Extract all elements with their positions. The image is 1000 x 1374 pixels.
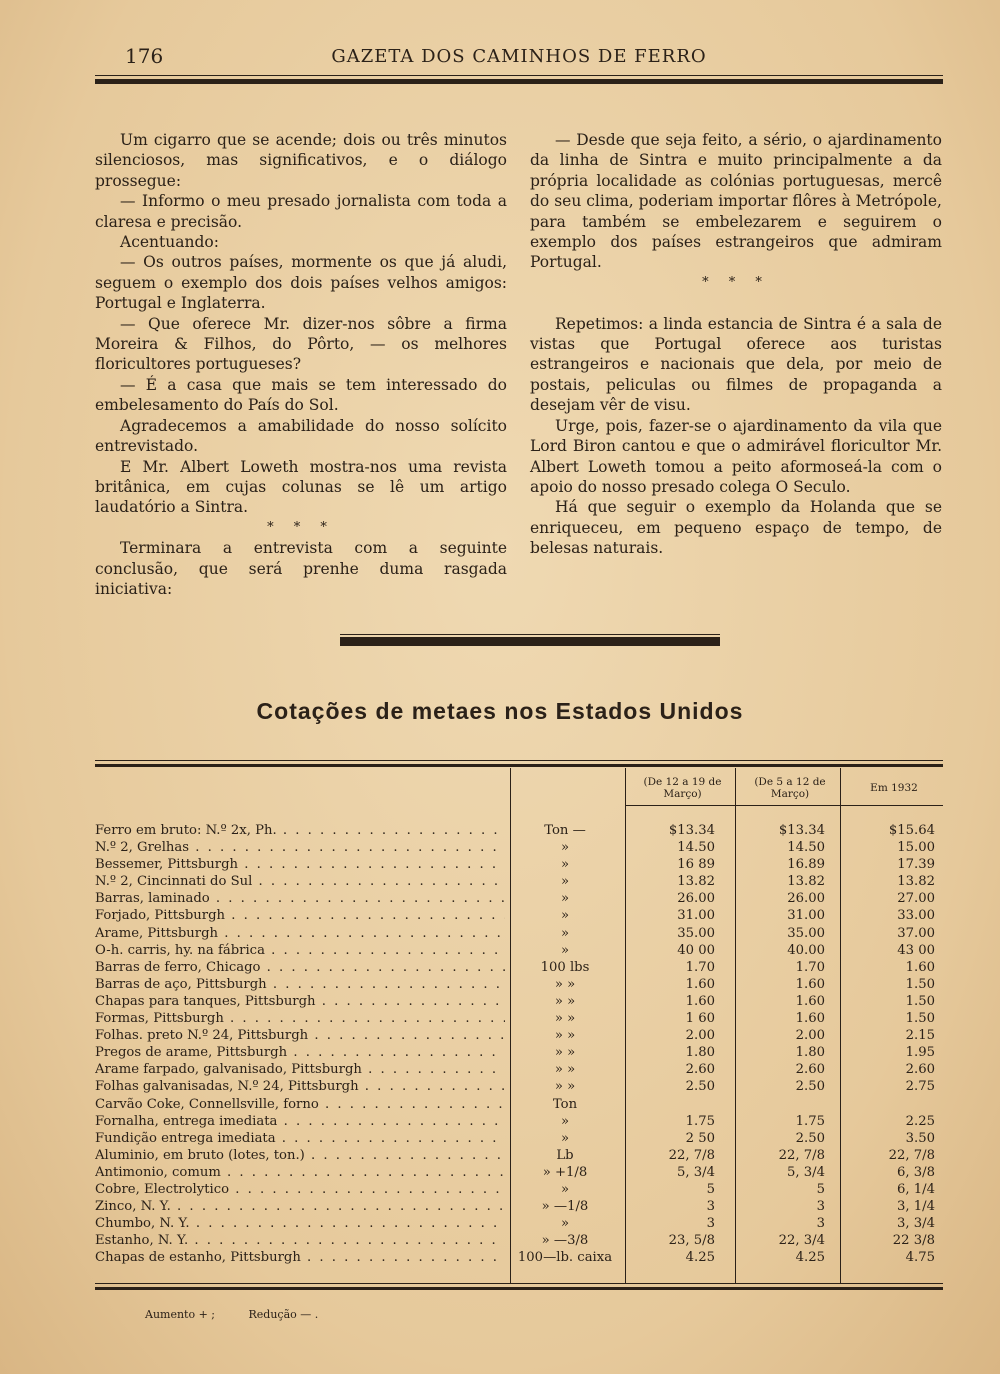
row-unit: » [560,1130,570,1146]
page-header [95,44,943,74]
row-value-week2: 4.25 [795,1250,825,1266]
row-unit: 100 lbs [540,959,590,975]
table-row [95,994,943,1011]
table-row [95,1216,943,1233]
row-unit: » » [554,1011,576,1027]
row-unit: » [560,840,570,856]
table-row [95,1011,943,1028]
row-item-label: O-h. carris, hy. na fábrica . . . [95,943,505,958]
row-value-week2: 5, 3/4 [787,1164,825,1180]
row-unit: » » [554,1062,576,1078]
row-value-week1: 1 60 [685,1011,715,1027]
row-value-week2: 1.60 [795,976,825,992]
row-value-week2: 13.82 [787,874,825,890]
row-value-week1: 13.82 [677,874,715,890]
row-value-week1: 2.50 [685,1079,715,1095]
table-row [95,874,943,891]
row-value-week1: 3 [706,1216,715,1232]
row-value-week1: 14.50 [677,840,715,856]
row-value-week2: 1.75 [795,1113,825,1129]
table-row [95,1165,943,1182]
row-value-1932: 3, 3/4 [897,1216,935,1232]
paragraph: E Mr. Albert Loweth mostra-nos uma revista britânica, em cujas colunas se lê um artigo laudatório a Sintra. [95,457,507,517]
row-value-week1: 4.25 [685,1250,715,1266]
row-unit: » » [554,993,576,1009]
table-row [95,823,943,840]
table-row [95,1148,943,1165]
row-value-1932: 1.95 [905,1045,935,1061]
row-unit: » —3/8 [541,1233,589,1249]
row-unit: » [560,857,570,873]
row-item-label: Chapas para tanques, Pittsburgh . . . [95,994,505,1009]
header-rule-thin [95,75,943,76]
table-row [95,1097,943,1114]
row-value-1932: 22, 7/8 [888,1147,935,1163]
row-value-1932: 3.50 [905,1130,935,1146]
row-value-1932: 1.50 [905,1011,935,1027]
row-unit: » [560,891,570,907]
row-value-week1: $13.34 [668,823,715,838]
row-unit: » —1/8 [541,1199,589,1215]
row-item-label: Forjado, Pittsburgh . . . [95,908,505,923]
row-value-week2: 16.89 [787,857,825,873]
table-row [95,840,943,857]
row-value-week2: 22, 3/4 [778,1233,825,1249]
row-value-week2: 3 [816,1216,825,1232]
table-bottom-rule-thick [95,1287,943,1290]
row-value-1932: 1.50 [905,993,935,1009]
table-row [95,943,943,960]
row-value-week1: 3 [706,1199,715,1215]
row-value-week1: 22, 7/8 [668,1147,715,1163]
row-value-week1: 26.00 [677,891,715,907]
table-row [95,1199,943,1216]
row-value-1932: 27.00 [897,891,935,907]
row-value-week1: 2 50 [685,1130,715,1146]
publication-title: GAZETA DOS CAMINHOS DE FERRO [331,46,707,67]
row-value-week2: 35.00 [787,925,825,941]
table-row [95,1114,943,1131]
row-value-week2: 1.70 [795,959,825,975]
row-item-label: N.º 2, Cincinnati do Sul . . . [95,874,505,889]
row-value-week1: 1.80 [685,1045,715,1061]
footnote-decrease: Redução — . [248,1308,319,1321]
table-row [95,1233,943,1250]
row-value-week1: 1.70 [685,959,715,975]
row-value-1932: 33.00 [897,908,935,924]
paragraph: Agradecemos a amabilidade do nosso solícito entrevistado. [95,416,507,456]
row-unit: » [560,942,570,958]
row-value-1932: 1.60 [905,959,935,975]
row-value-1932: 1.50 [905,976,935,992]
column-header: Em 1932 [870,782,918,794]
footnote-increase: Aumento + ; [145,1308,216,1321]
row-value-1932: 37.00 [897,925,935,941]
table-row [95,1079,943,1096]
table-row [95,857,943,874]
row-value-week2: 22, 7/8 [778,1147,825,1163]
row-item-label: Fornalha, entrega imediata . . . [95,1114,505,1129]
row-item-label: Folhas galvanisadas, N.º 24, Pittsburgh . . . [95,1079,505,1094]
paragraph: — Os outros países, mormente os que já aludi, seguem o exemplo dos dois países velhos amigos: Portugal e Inglaterra. [95,253,507,313]
table-row [95,891,943,908]
row-item-label: Fundição entrega imediata . . . [95,1131,505,1146]
row-value-1932: 6, 3/8 [897,1164,935,1180]
row-unit: » [560,1113,570,1129]
table-bottom-rule-thin [95,1283,943,1284]
paragraph: Um cigarro que se acende; dois ou três minutos silenciosos, mas significativos, e o diálogo prossegue: [95,131,507,190]
page-number: 176 [125,44,164,68]
row-item-label: Pregos de arame, Pittsburgh . . . [95,1045,505,1060]
row-item-label: Zinco, N. Y. . . . [95,1199,505,1214]
table-top-rule-thick [95,764,943,767]
row-value-1932: 22 3/8 [892,1233,935,1249]
table-top-rule-thin [95,760,943,761]
row-value-1932: 2.15 [905,1028,935,1044]
row-value-week2: 26.00 [787,891,825,907]
column-header: (De 5 a 12 de Março) [754,776,826,800]
row-value-1932: 4.75 [905,1250,935,1266]
row-unit: » [560,1181,570,1197]
row-item-label: Bessemer, Pittsburgh . . . [95,857,505,872]
row-value-week1: 5, 3/4 [677,1164,715,1180]
row-item-label: N.º 2, Grelhas . . . [95,840,505,855]
table-row [95,926,943,943]
row-value-week2: 3 [816,1199,825,1215]
row-value-week1: 1.60 [685,976,715,992]
section-separator-bar [340,637,720,646]
row-item-label: Arame, Pittsburgh . . . [95,926,505,941]
table-row [95,1028,943,1045]
row-unit: » [560,908,570,924]
row-value-week2: 1.80 [795,1045,825,1061]
row-item-label: Barras de aço, Pittsburgh . . . [95,977,505,992]
table-row [95,908,943,925]
row-value-1932: 6, 1/4 [897,1181,935,1197]
row-value-week1: 40 00 [677,942,715,958]
row-unit: » » [554,1045,576,1061]
row-value-week1: 1.60 [685,993,715,1009]
table-row [95,1062,943,1079]
row-item-label: Estanho, N. Y. . . . [95,1233,505,1248]
paragraph: Terminara a entrevista com a seguinte conclusão, que será prenhe duma rasgada iniciativa: [95,539,507,598]
paragraph: — Que oferece Mr. dizer-nos sôbre a firma Moreira & Filhos, do Pôrto, — os melhores floricultores portugueses? [95,314,507,374]
paragraph: — Informo o meu presado jornalista com toda a claresa e precisão. [95,192,507,231]
row-value-1932: 3, 1/4 [897,1199,935,1215]
row-value-week1: 1.75 [685,1113,715,1129]
paragraph: Urge, pois, fazer-se o ajardinamento da vila que Lord Biron cantou e que o admirável floricultor Mr. Albert Loweth tomou a peito aformoseá-la com o apoio do nosso presado colega O Seculo. [530,416,942,496]
row-value-week2: 2.50 [795,1079,825,1095]
prices-table [95,768,943,1283]
paragraph: Acentuando: [120,233,219,252]
row-unit: » [560,874,570,890]
row-value-week2: 2.00 [795,1028,825,1044]
row-value-week1: 31.00 [677,908,715,924]
row-unit: » [560,925,570,941]
row-item-label: Barras de ferro, Chicago . . . [95,960,505,975]
row-value-week2: 40.00 [787,942,825,958]
row-item-label: Chumbo, N. Y. . . . [95,1216,505,1231]
row-value-week1: 2.00 [685,1028,715,1044]
paragraph: — Desde que seja feito, a sério, o ajardinamento da linha de Sintra e muito principalmente a da própria localidade as colónias portuguesas, mercê do seu clima, poderiam importar flôres à Metrópole, para também se embelezarem e seguirem o exemplo dos países estrangeiros que admiram Portugal. [530,131,942,272]
row-value-1932: 2.25 [905,1113,935,1129]
row-item-label: Ferro em bruto: N.º 2x, Ph. . . . [95,823,505,838]
row-value-week2: 31.00 [787,908,825,924]
row-unit: Ton [552,1096,578,1112]
row-value-week1: 2.60 [685,1062,715,1078]
table-row [95,960,943,977]
row-unit: » » [554,976,576,992]
article-right-column [530,130,942,559]
row-value-1932: 2.75 [905,1079,935,1095]
row-item-label: Chapas de estanho, Pittsburgh . . . [95,1250,505,1265]
article-left-column [95,130,507,599]
row-item-label: Folhas. preto N.º 24, Pittsburgh . . . [95,1028,505,1043]
header-rule-thick [95,79,943,84]
row-value-1932: 13.82 [897,874,935,890]
row-value-week1: 35.00 [677,925,715,941]
table-row [95,1250,943,1267]
blank-line [530,293,942,313]
row-unit: » +1/8 [542,1164,588,1180]
row-value-week2: 5 [816,1181,825,1197]
table-row [95,1182,943,1199]
header-underline [625,805,943,806]
row-unit: » » [554,1028,576,1044]
row-value-1932: 17.39 [897,857,935,873]
column-header: (De 12 a 19 de Março) [643,776,722,800]
table-row [95,977,943,994]
table-body [95,823,943,1267]
section-stars: * * * [702,274,770,290]
row-value-week2: 2.60 [795,1062,825,1078]
row-unit: Ton — [544,823,586,838]
row-item-label: Carvão Coke, Connellsville, forno . . . [95,1097,505,1112]
row-unit: » » [554,1079,576,1095]
row-item-label: Antimonio, comum . . . [95,1165,505,1180]
paragraph: — É a casa que mais se tem interessado do embelesamento do País do Sol. [95,375,507,415]
footnote [145,1308,348,1321]
table-title: Cotações de metaes nos Estados Unidos [256,698,744,724]
row-value-week2: $13.34 [778,823,825,838]
row-value-1932: 2.60 [905,1062,935,1078]
row-unit: 100—lb. caixa [517,1250,613,1266]
row-item-label: Barras, laminado . . . [95,891,505,906]
row-unit: Lb [556,1147,574,1163]
row-value-week2: 1.60 [795,1011,825,1027]
paragraph: Há que seguir o exemplo da Holanda que se enriqueceu, em pequeno espaço de tempo, de belesas naturais. [530,498,942,558]
row-value-1932: $15.64 [888,823,935,838]
table-row [95,1045,943,1062]
row-item-label: Formas, Pittsburgh . . . [95,1011,505,1026]
row-item-label: Arame farpado, galvanisado, Pittsburgh . . . [95,1062,505,1077]
row-value-week2: 2.50 [795,1130,825,1146]
paragraph: Repetimos: a linda estancia de Sintra é a sala de vistas que Portugal oferece aos turistas estrangeiros e nacionais que dela, por meio de postais, peliculas ou filmes de propaganda a desejam vêr de visu. [530,314,942,415]
section-stars: * * * [267,519,335,535]
row-value-week1: 23, 5/8 [668,1233,715,1249]
row-value-week1: 5 [706,1181,715,1197]
row-unit: » [560,1216,570,1232]
table-row [95,1131,943,1148]
row-item-label: Aluminio, em bruto (lotes, ton.) . . . [95,1148,505,1163]
row-value-week1: 16 89 [677,857,715,873]
row-value-1932: 15.00 [897,840,935,856]
row-value-1932: 43 00 [897,942,935,958]
row-value-week2: 14.50 [787,840,825,856]
row-value-week2: 1.60 [795,993,825,1009]
row-item-label: Cobre, Electrolytico . . . [95,1182,505,1197]
